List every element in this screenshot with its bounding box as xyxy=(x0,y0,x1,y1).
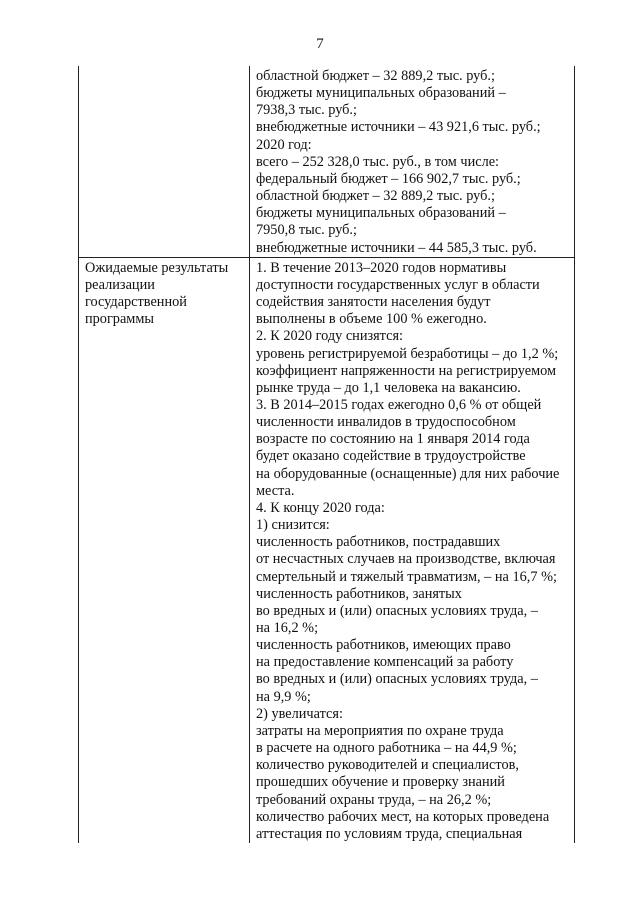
row1-right-cell xyxy=(250,66,575,257)
text-line: 3. В 2014–2015 годах ежегодно 0,6 % от общей xyxy=(256,396,542,413)
text-line: на 16,2 %; xyxy=(256,620,319,636)
text-line: количество рабочих мест, на которых проведена xyxy=(256,808,550,825)
text-line: на 9,9 %; xyxy=(256,688,311,705)
text-line: 1. В течение 2013–2020 годов нормативы xyxy=(256,259,507,276)
text-line: доступности государственных услуг в области xyxy=(256,276,540,293)
text-line: уровень регистрируемой безработицы – до 1,2 %; xyxy=(256,345,559,362)
row2-right-cell xyxy=(250,257,575,843)
text-line: аттестация по условиям труда, специальная xyxy=(256,825,523,842)
text-line: 7938,3 тыс. руб.; xyxy=(256,102,357,119)
text-line: всего – 252 328,0 тыс. руб., в том числе: xyxy=(256,153,500,170)
text-line: 1) снизится: xyxy=(256,517,330,534)
text-line: от несчастных случаев на производстве, включая xyxy=(256,551,556,568)
text-line: бюджеты муниципальных образований – xyxy=(256,85,506,102)
text-line: затраты на мероприятия по охране труда xyxy=(256,722,504,739)
text-line: 2. К 2020 году снизятся: xyxy=(256,328,404,345)
text-line: требований охраны труда, – на 26,2 %; xyxy=(256,791,492,808)
text-line: в расчете на одного работника – на 44,9 %; xyxy=(256,740,517,757)
text-line: возрасте по состоянию на 1 января 2014 года xyxy=(256,431,530,448)
text-line: программы xyxy=(85,311,155,328)
text-line: федеральный бюджет – 166 902,7 тыс. руб.; xyxy=(256,170,521,187)
table-row xyxy=(79,257,575,843)
text-line: численность работников, занятых xyxy=(256,585,462,602)
row1-left-cell xyxy=(79,66,250,257)
text-line: прошедших обучение и проверку знаний xyxy=(256,774,505,791)
text-line: 2) увеличатся: xyxy=(256,705,343,722)
text-line: во вредных и (или) опасных условиях труда, – xyxy=(256,671,538,688)
text-line: места. xyxy=(256,482,295,499)
text-line: 2020 год: xyxy=(256,136,312,153)
text-line: смертельный и тяжелый травматизм, – на 16,7 %; xyxy=(256,568,557,585)
text-line: во вредных и (или) опасных условиях труда, – xyxy=(256,602,538,619)
program-passport-table xyxy=(78,66,575,843)
text-line: бюджеты муниципальных образований – xyxy=(256,205,506,222)
page-number: 7 xyxy=(316,36,324,52)
text-line: Ожидаемые результаты xyxy=(85,259,229,276)
text-line: выполнены в объеме 100 % ежегодно. xyxy=(256,311,487,328)
text-line: на предоставление компенсаций за работу xyxy=(256,654,514,671)
text-line: 4. К концу 2020 года: xyxy=(256,499,385,516)
text-line: внебюджетные источники – 43 921,6 тыс. руб.; xyxy=(256,119,541,136)
text-line: будет оказано содействие в трудоустройстве xyxy=(256,448,526,465)
text-line: численность работников, пострадавших xyxy=(256,534,501,551)
text-line: коэффициент напряженности на регистрируемом xyxy=(256,362,557,379)
text-line: внебюджетные источники – 44 585,3 тыс. руб. xyxy=(256,239,537,256)
text-line: государственной xyxy=(85,294,187,311)
text-line: областной бюджет – 32 889,2 тыс. руб.; xyxy=(256,188,495,205)
text-line: численность работников, имеющих право xyxy=(256,637,511,654)
text-line: количество руководителей и специалистов, xyxy=(256,757,519,774)
text-line: на оборудованные (оснащенные) для них рабочие xyxy=(256,465,560,482)
text-line: 7950,8 тыс. руб.; xyxy=(256,222,357,239)
text-line: реализации xyxy=(85,276,155,293)
text-line: областной бюджет – 32 889,2 тыс. руб.; xyxy=(256,68,495,84)
text-line: рынке труда – до 1,1 человека на вакансию. xyxy=(256,379,521,396)
row2-left-cell xyxy=(79,257,250,843)
text-line: содействия занятости населения будут xyxy=(256,294,491,311)
table-row xyxy=(79,66,575,257)
text-line: численности инвалидов в трудоспособном xyxy=(256,414,516,431)
